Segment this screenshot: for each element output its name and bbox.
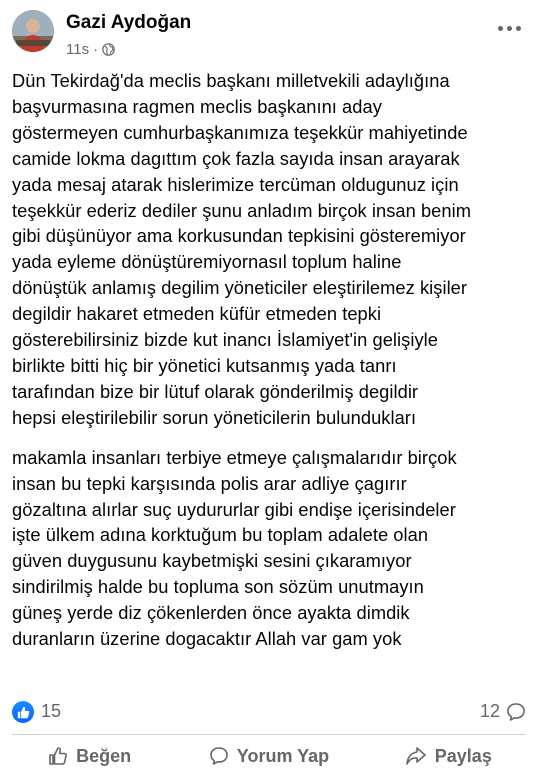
globe-icon[interactable]	[102, 43, 115, 56]
post-stats	[12, 700, 526, 724]
thumbs-up-icon	[48, 746, 68, 766]
profile-photo	[12, 10, 54, 52]
post-meta	[66, 40, 115, 58]
comment-label: Yorum Yap	[236, 745, 330, 766]
post-time[interactable]: 11s	[66, 40, 90, 58]
like-label: Beğen	[76, 745, 132, 766]
post-paragraph-1: Dün Tekirdağ'da meclis başkanı milletvekili adaylığına başvurmasına ragmen meclis başkanını aday göstermeyen cumhurbaşkanımıza teşekkür mahiyetinde camide lokma dagıttım çok fazla sayıda insan arayarak yada mesaj atarak hislerimize tercüman oldugunuz için teşekkür ederiz dediler şunu anladım birçok insan benim gibi düşünüyor ama korkusundan tepkisini gösteremiyor yada eyleme dönüştüremiyornasıl toplum haline dönüştük anlamış degilim yöneticiler eleştirilemez kişiler degildir hakaret etmeden küfür etmeden tepki gösterebilirsiniz bizde kut inancı İslamiyet'in gelişiyle birlikte bitti hiç bir yönetici kutsanmış yada tanrı tarafından bize bir lütuf olarak gönderilmiş degildir hepsi eleştirilebilir sorun yöneticilerin bulundukları	[12, 70, 472, 428]
post-body	[12, 68, 528, 652]
comment-button[interactable]	[179, 738, 358, 774]
comment-bubble-icon	[209, 746, 229, 766]
comment-icon[interactable]	[506, 702, 526, 722]
author-name[interactable]: Gazi Aydoğan	[66, 12, 192, 33]
meta-separator: ·	[93, 40, 99, 58]
share-button[interactable]	[359, 738, 538, 774]
post-paragraph-2: makamla insanları terbiye etmeye çalışmalarıdır birçok insan bu tepki karşısında polis arar adliye çagırır gözaltına alırlar suç uydururlar gibi endişe içerisindeler işte ülkem adına korktuğum bu toplam adalete olan güven duygusunu kaybetmişki sesini çıkaramıyor sindirilmiş halde bu topluma son sözüm unutmayın güneş yerde diz çökenlerden önce ayakta dimdik duranların üzerine dogacaktır Allah var gam yok	[12, 446, 457, 650]
post-actions	[0, 738, 538, 774]
post-header	[0, 0, 538, 64]
like-reaction-icon[interactable]	[12, 701, 34, 723]
avatar[interactable]	[12, 10, 54, 52]
divider	[12, 734, 526, 735]
reaction-count[interactable]: 15	[41, 701, 62, 721]
comment-count[interactable]: 12	[479, 701, 500, 721]
like-button[interactable]	[0, 738, 179, 774]
more-options-icon[interactable]	[494, 16, 524, 40]
share-arrow-icon	[405, 746, 427, 766]
share-label: Paylaş	[434, 745, 492, 766]
